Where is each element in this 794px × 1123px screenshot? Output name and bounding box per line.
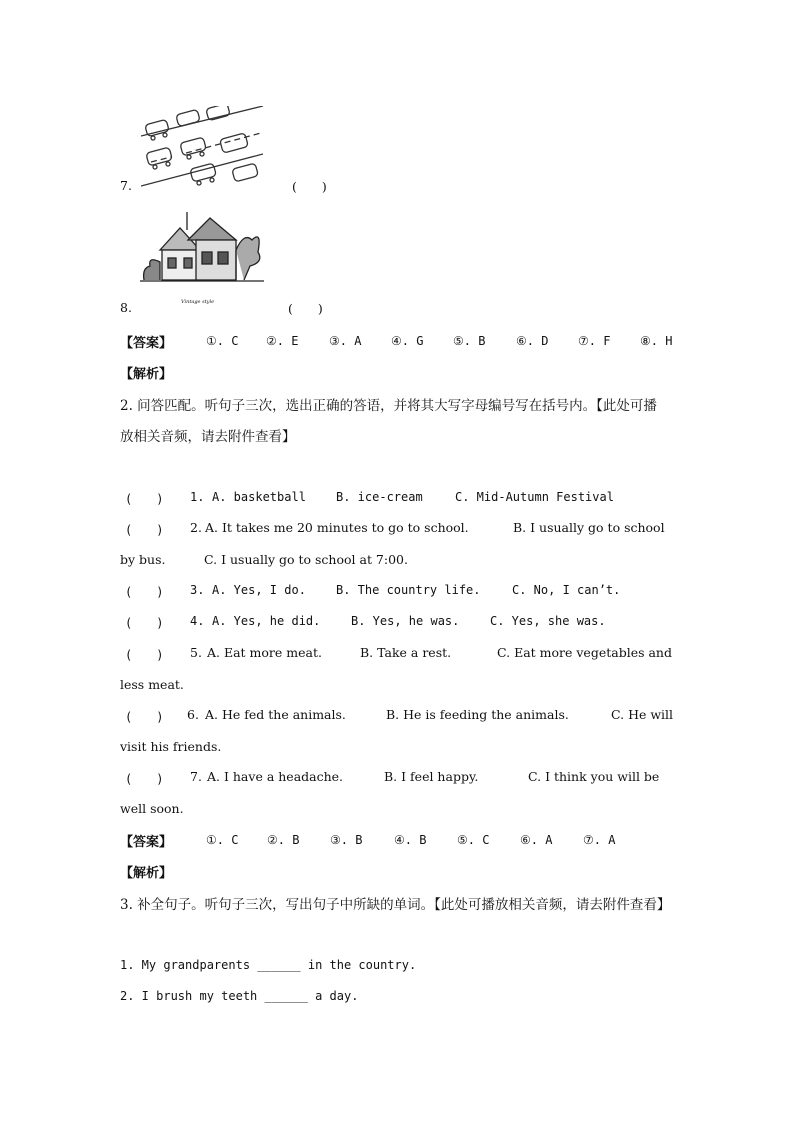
answer-item: ④. G xyxy=(391,334,424,348)
question-number: 5. xyxy=(190,645,202,660)
picture-item-7-answer-paren: ( ) xyxy=(292,179,327,194)
answer-item: ⑥. A xyxy=(520,833,553,847)
answer-paren: ( ) xyxy=(125,772,164,786)
answer-item: ⑤. B xyxy=(453,334,486,348)
option-a: A. He fed the animals. xyxy=(205,707,346,722)
option-b: B. ice-cream xyxy=(336,490,423,504)
option-b: B. Yes, he was. xyxy=(351,614,460,628)
answer-paren: ( ) xyxy=(125,710,164,724)
answer-label: 【答案】 xyxy=(120,835,173,850)
option-c: C. He will xyxy=(611,707,674,722)
answer-item: ①. C xyxy=(206,334,239,348)
picture-caption: Vintage style xyxy=(181,299,215,305)
section-2-title: 2. 问答匹配。听句子三次，选出正确的答语，并将其大写字母编号写在括号内。【此处可播 xyxy=(120,398,657,414)
answer-item: ④. B xyxy=(394,833,427,847)
fill-in-sentence: 1. My grandparents ______ in the country. xyxy=(120,958,417,972)
option-c: C. I think you will be xyxy=(528,769,660,784)
answer-item: ⑥. D xyxy=(516,334,549,348)
section-3-title: 3. 补全句子。听句子三次，写出句子中所缺的单词。【此处可播放相关音频，请去附件查看】 xyxy=(120,897,671,913)
option-c-cont: visit his friends. xyxy=(120,739,222,754)
option-b: B. He is feeding the animals. xyxy=(386,707,569,722)
question-number: 2. xyxy=(190,520,202,535)
picture-item-8-number: 8. xyxy=(120,300,132,315)
answer-paren: ( ) xyxy=(125,616,164,630)
answer-item: ③. A xyxy=(329,334,362,348)
answer-item: ⑧. H xyxy=(640,334,673,348)
answer-item: ①. C xyxy=(206,833,239,847)
analysis-label: 【解析】 xyxy=(120,866,173,881)
option-a: A. It takes me 20 minutes to go to school. xyxy=(205,520,469,535)
picture-item-7-number: 7. xyxy=(120,178,132,193)
option-c: C. Mid-Autumn Festival xyxy=(455,490,614,504)
option-b: B. I usually go to school xyxy=(513,520,665,535)
option-a: A. Yes, he did. xyxy=(212,614,321,628)
answer-paren: ( ) xyxy=(125,523,164,537)
option-c: C. Yes, she was. xyxy=(490,614,606,628)
option-c: C. Eat more vegetables and xyxy=(497,645,672,660)
option-a: A. Eat more meat. xyxy=(207,645,322,660)
option-a: A. I have a headache. xyxy=(207,769,344,784)
option-c: C. I usually go to school at 7:00. xyxy=(204,552,408,567)
traffic-jam-cars-icon xyxy=(141,106,263,188)
country-house-icon xyxy=(140,210,264,288)
answer-paren: ( ) xyxy=(125,585,164,599)
answer-paren: ( ) xyxy=(125,648,164,662)
option-b: B. The country life. xyxy=(336,583,481,597)
answer-paren: ( ) xyxy=(125,492,164,506)
option-c-cont: less meat. xyxy=(120,677,184,692)
option-a: A. basketball xyxy=(212,490,306,504)
section-2-title-cont: 放相关音频，请去附件查看】 xyxy=(120,429,296,445)
answer-item: ②. B xyxy=(267,833,300,847)
option-b: B. Take a rest. xyxy=(360,645,452,660)
option-b-cont: by bus. xyxy=(120,552,166,567)
analysis-label: 【解析】 xyxy=(120,367,173,382)
question-number: 7. xyxy=(190,769,202,784)
question-number: 3. xyxy=(190,583,205,597)
answer-item: ③. B xyxy=(330,833,363,847)
answer-item: ⑦. F xyxy=(578,334,611,348)
answer-item: ②. E xyxy=(266,334,299,348)
question-number: 1. xyxy=(190,490,205,504)
fill-in-sentence: 2. I brush my teeth ______ a day. xyxy=(120,989,359,1003)
option-c-cont: well soon. xyxy=(120,801,184,816)
option-a: A. Yes, I do. xyxy=(212,583,306,597)
answer-item: ⑦. A xyxy=(583,833,616,847)
option-b: B. I feel happy. xyxy=(384,769,479,784)
answer-item: ⑤. C xyxy=(457,833,490,847)
question-number: 6. xyxy=(187,707,199,722)
picture-item-8-answer-paren: ( ) xyxy=(288,301,323,316)
option-c: C. No, I can’t. xyxy=(512,583,621,597)
question-number: 4. xyxy=(190,614,205,628)
answer-label: 【答案】 xyxy=(120,336,173,351)
